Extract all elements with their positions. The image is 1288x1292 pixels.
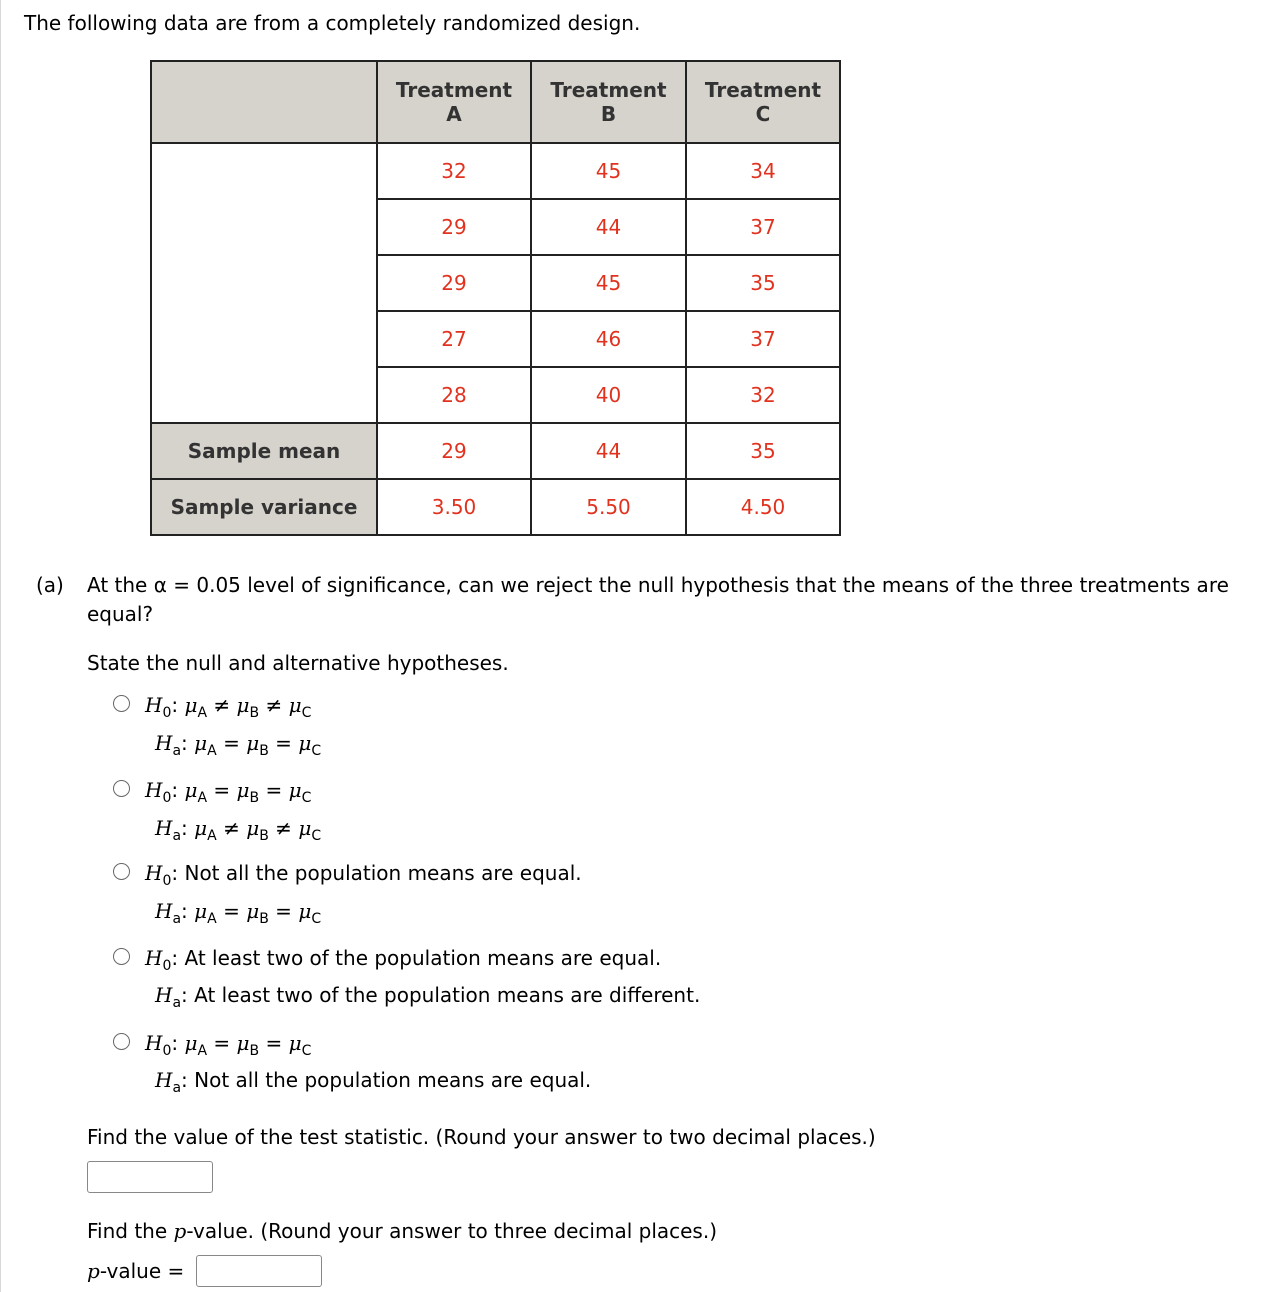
radio-option-3[interactable] [113, 863, 130, 880]
sample-variance-row [151, 479, 840, 535]
header-treatment-c: Treatment C [686, 61, 840, 143]
question-a-text: At the α = 0.05 level of significance, can we reject the null hypothesis that the means of the three treatments are equal? [87, 573, 1229, 626]
option-4-h0: $H_0$: At least two of the population means are equal. [145, 946, 662, 974]
option-2-ha: $H_a$: $\mu_A \ne \mu_B \ne \mu_C$ [155, 816, 322, 844]
option-2-h0: $H_0$: $\mu_A = \mu_B = \mu_C$ [145, 778, 312, 806]
sample-mean-label: Sample mean [151, 423, 377, 479]
option-4-ha: $H_a$: At least two of the population means are different. [155, 983, 701, 1011]
hypotheses-prompt: State the null and alternative hypotheses. [87, 651, 509, 675]
option-1-ha: $H_a$: $\mu_A = \mu_B = \mu_C$ [155, 731, 322, 759]
sample-variance-a: 3.50 [377, 479, 531, 535]
cell: 32 [686, 367, 840, 423]
radio-option-4[interactable] [113, 948, 130, 965]
sample-mean-c: 35 [686, 423, 840, 479]
pvalue-label: p-value = [87, 1259, 185, 1283]
sample-mean-a: 29 [377, 423, 531, 479]
cell: 35 [686, 255, 840, 311]
sample-mean-b: 44 [531, 423, 686, 479]
sample-variance-c: 4.50 [686, 479, 840, 535]
question-a-label: (a) [36, 573, 64, 597]
option-3-ha: $H_a$: $\mu_A = \mu_B = \mu_C$ [155, 899, 322, 927]
blank-label-cell [151, 143, 377, 423]
cell: 46 [531, 311, 686, 367]
intro-text: The following data are from a completely randomized design. [24, 11, 641, 35]
table-row [151, 143, 840, 199]
header-treatment-b: Treatment B [531, 61, 686, 143]
left-border [0, 0, 1, 1292]
option-3-h0: $H_0$: Not all the population means are equal. [145, 861, 582, 889]
cell: 45 [531, 143, 686, 199]
cell: 44 [531, 199, 686, 255]
cell: 37 [686, 311, 840, 367]
cell: 29 [377, 255, 531, 311]
data-table [150, 60, 841, 536]
radio-option-2[interactable] [113, 780, 130, 797]
cell: 40 [531, 367, 686, 423]
cell: 32 [377, 143, 531, 199]
radio-option-1[interactable] [113, 695, 130, 712]
cell: 34 [686, 143, 840, 199]
header-treatment-a: Treatment A [377, 61, 531, 143]
cell: 29 [377, 199, 531, 255]
cell: 45 [531, 255, 686, 311]
test-statistic-input[interactable] [87, 1161, 213, 1193]
table-corner [151, 61, 377, 143]
cell: 28 [377, 367, 531, 423]
cell: 27 [377, 311, 531, 367]
sample-variance-b: 5.50 [531, 479, 686, 535]
option-5-h0: $H_0$: $\mu_A = \mu_B = \mu_C$ [145, 1031, 312, 1059]
p-value-input[interactable] [196, 1255, 322, 1287]
cell: 37 [686, 199, 840, 255]
radio-option-5[interactable] [113, 1033, 130, 1050]
pvalue-prompt: Find the p-value. (Round your answer to three decimal places.) [87, 1219, 718, 1243]
option-5-ha: $H_a$: Not all the population means are equal. [155, 1068, 592, 1096]
sample-variance-label: Sample variance [151, 479, 377, 535]
test-statistic-prompt: Find the value of the test statistic. (Round your answer to two decimal places.) [87, 1125, 876, 1149]
sample-mean-row [151, 423, 840, 479]
option-1-h0: $H_0$: $\mu_A \ne \mu_B \ne \mu_C$ [145, 693, 312, 721]
